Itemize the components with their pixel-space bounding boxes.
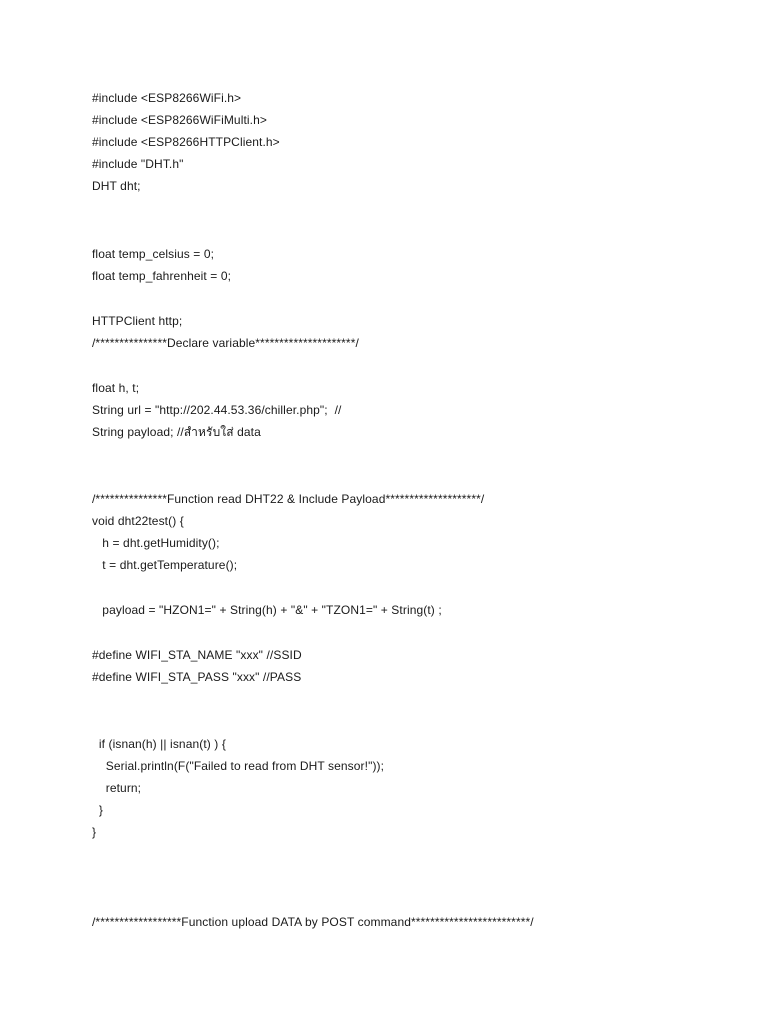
- include-esp8266wifi-line: #include <ESP8266WiFi.h>: [92, 91, 242, 105]
- dht-declaration-line: DHT dht;: [92, 179, 141, 193]
- include-esp8266httpclient-line: #include <ESP8266HTTPClient.h>: [92, 135, 280, 149]
- temp-fahrenheit-line: float temp_fahrenheit = 0;: [92, 269, 232, 283]
- url-string-line: String url = "http://202.44.53.36/chiller.php"; //: [92, 403, 342, 417]
- close-if-brace-line: }: [92, 803, 103, 817]
- httpclient-declaration-line: HTTPClient http;: [92, 314, 183, 328]
- include-dht-line: #include "DHT.h": [92, 157, 184, 171]
- payload-string-line: String payload; //สำหรับใส่ data: [92, 425, 261, 439]
- define-wifi-pass-line: #define WIFI_STA_PASS "xxx" //PASS: [92, 670, 302, 684]
- float-h-t-line: float h, t;: [92, 381, 140, 395]
- dht22test-signature-line: void dht22test() {: [92, 514, 184, 528]
- get-humidity-line: h = dht.getHumidity();: [92, 536, 220, 550]
- temp-celsius-line: float temp_celsius = 0;: [92, 247, 215, 261]
- close-function-brace-line: }: [92, 825, 97, 839]
- return-line: return;: [92, 781, 142, 795]
- payload-assignment-line: payload = "HZON1=" + String(h) + "&" + "TZON1=" + String(t) ;: [92, 603, 442, 617]
- function-read-comment-line: /***************Function read DHT22 & Include Payload********************/: [92, 492, 485, 506]
- isnan-check-line: if (isnan(h) || isnan(t) ) {: [92, 737, 226, 751]
- get-temperature-line: t = dht.getTemperature();: [92, 558, 238, 572]
- include-esp8266wifimulti-line: #include <ESP8266WiFiMulti.h>: [92, 113, 267, 127]
- declare-variable-comment-line: /***************Declare variable*********************/: [92, 336, 359, 350]
- serial-println-line: Serial.println(F("Failed to read from DHT sensor!"));: [92, 759, 385, 773]
- define-wifi-name-line: #define WIFI_STA_NAME "xxx" //SSID: [92, 648, 302, 662]
- function-upload-comment-line: /******************Function upload DATA by POST command*************************/: [92, 915, 534, 929]
